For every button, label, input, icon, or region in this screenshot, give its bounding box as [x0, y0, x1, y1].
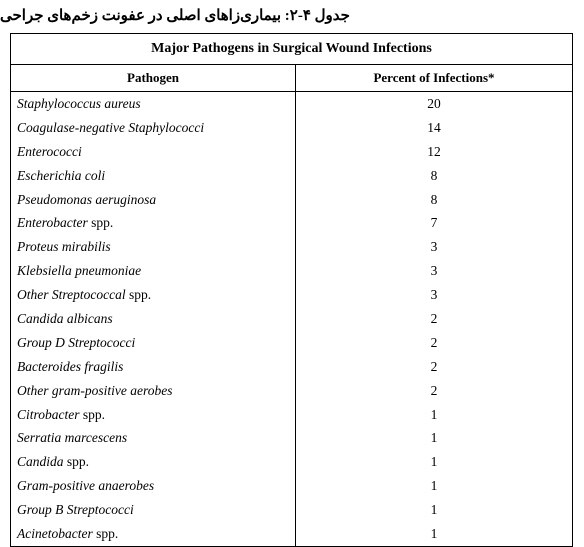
table-row	[11, 92, 573, 116]
table-row	[11, 522, 573, 546]
pathogen-name	[11, 403, 296, 427]
pathogen-name-italic: Bacteroides fragilis	[17, 358, 124, 374]
pathogen-name	[11, 331, 296, 355]
pathogen-name	[11, 379, 296, 403]
table-row	[11, 259, 573, 283]
table-row	[11, 188, 573, 212]
pathogen-name	[11, 355, 296, 379]
pathogen-name	[11, 474, 296, 498]
pathogen-name	[11, 92, 296, 116]
pathogen-name-suffix: spp.	[92, 525, 119, 541]
pathogen-name	[11, 211, 296, 235]
pathogen-name-italic: Gram-positive anaerobes	[17, 478, 155, 494]
table-row	[11, 450, 573, 474]
percent-value: 2	[430, 358, 438, 374]
pathogen-name-italic: Pseudomonas aeruginosa	[17, 191, 157, 207]
pathogen-name-italic: Other gram-positive aerobes	[17, 382, 173, 398]
pathogen-name-italic: Other Streptococcal	[17, 287, 126, 303]
percent-value: 1	[430, 430, 438, 446]
percent-value: 2	[430, 334, 438, 350]
pathogen-name-suffix: spp.	[63, 454, 90, 470]
table-row	[11, 498, 573, 522]
table-row	[11, 331, 573, 355]
table-row	[11, 283, 573, 307]
pathogen-name-italic: Candida	[17, 454, 64, 470]
pathogen-name	[11, 188, 296, 212]
pathogen-name-italic: Serratia marcescens	[17, 430, 128, 446]
pathogen-name	[11, 116, 296, 140]
pathogen-name-suffix: spp.	[125, 287, 152, 303]
pathogen-name-italic: Group B Streptococci	[17, 502, 134, 518]
pathogen-name-italic: Enterococci	[17, 143, 82, 159]
table-row	[11, 426, 573, 450]
column-header-pathogen: Pathogen	[11, 65, 296, 92]
table-title-row	[11, 34, 573, 65]
table-row	[11, 235, 573, 259]
percent-value: 3	[430, 287, 438, 303]
table-row	[11, 116, 573, 140]
percent-value: 3	[430, 239, 438, 255]
percent-value: 1	[430, 454, 438, 470]
table-row	[11, 474, 573, 498]
pathogen-name	[11, 450, 296, 474]
pathogen-name-suffix: spp.	[87, 215, 114, 231]
pathogens-table	[10, 33, 573, 547]
pathogen-name	[11, 164, 296, 188]
pathogen-name-italic: Citrobacter	[17, 406, 80, 422]
percent-value: 12	[427, 143, 441, 159]
pathogen-name	[11, 426, 296, 450]
pathogen-name-suffix: spp.	[79, 406, 106, 422]
table-title: Major Pathogens in Surgical Wound Infections	[11, 34, 573, 65]
table-row	[11, 307, 573, 331]
pathogen-name-italic: Staphylococcus aureus	[17, 95, 141, 111]
table-caption: جدول ۴-۲: بیماری‌زاهای اصلی در عفونت زخم‌های جراحی	[0, 7, 350, 24]
pathogen-name-italic: Coagulase-negative Staphylococci	[17, 119, 205, 135]
percent-value: 7	[430, 215, 438, 231]
table-row	[11, 140, 573, 164]
percent-value: 14	[427, 119, 441, 135]
percent-value: 8	[430, 167, 438, 183]
pathogen-name	[11, 283, 296, 307]
percent-value: 1	[296, 522, 573, 546]
table-row	[11, 355, 573, 379]
pathogen-name-italic: Enterobacter	[17, 215, 88, 231]
table-row	[11, 379, 573, 403]
pathogen-name-italic: Group D Streptococci	[17, 334, 136, 350]
pathogen-name-italic: Klebsiella pneumoniae	[17, 263, 142, 279]
pathogen-name	[11, 259, 296, 283]
percent-value: 1	[430, 502, 438, 518]
table-row	[11, 403, 573, 427]
pathogen-name-italic: Candida albicans	[17, 310, 113, 326]
table-header-row	[11, 65, 573, 92]
table-row	[11, 211, 573, 235]
pathogen-name-italic: Proteus mirabilis	[17, 239, 111, 255]
percent-value: 1	[430, 406, 438, 422]
pathogen-name	[11, 235, 296, 259]
pathogen-name	[11, 522, 296, 546]
column-header-percent: Percent of Infections*	[296, 65, 573, 92]
pathogen-name	[11, 498, 296, 522]
percent-value: 2	[430, 310, 438, 326]
percent-value: 2	[430, 382, 438, 398]
percent-value: 3	[430, 263, 438, 279]
pathogen-name	[11, 307, 296, 331]
percent-value: 20	[427, 95, 441, 111]
percent-value: 1	[430, 478, 438, 494]
table-row	[11, 164, 573, 188]
pathogen-name-italic: Escherichia coli	[17, 167, 106, 183]
pathogen-name	[11, 140, 296, 164]
percent-value: 8	[430, 191, 438, 207]
pathogen-name-italic: Acinetobacter	[17, 525, 93, 541]
table-body	[11, 92, 573, 547]
